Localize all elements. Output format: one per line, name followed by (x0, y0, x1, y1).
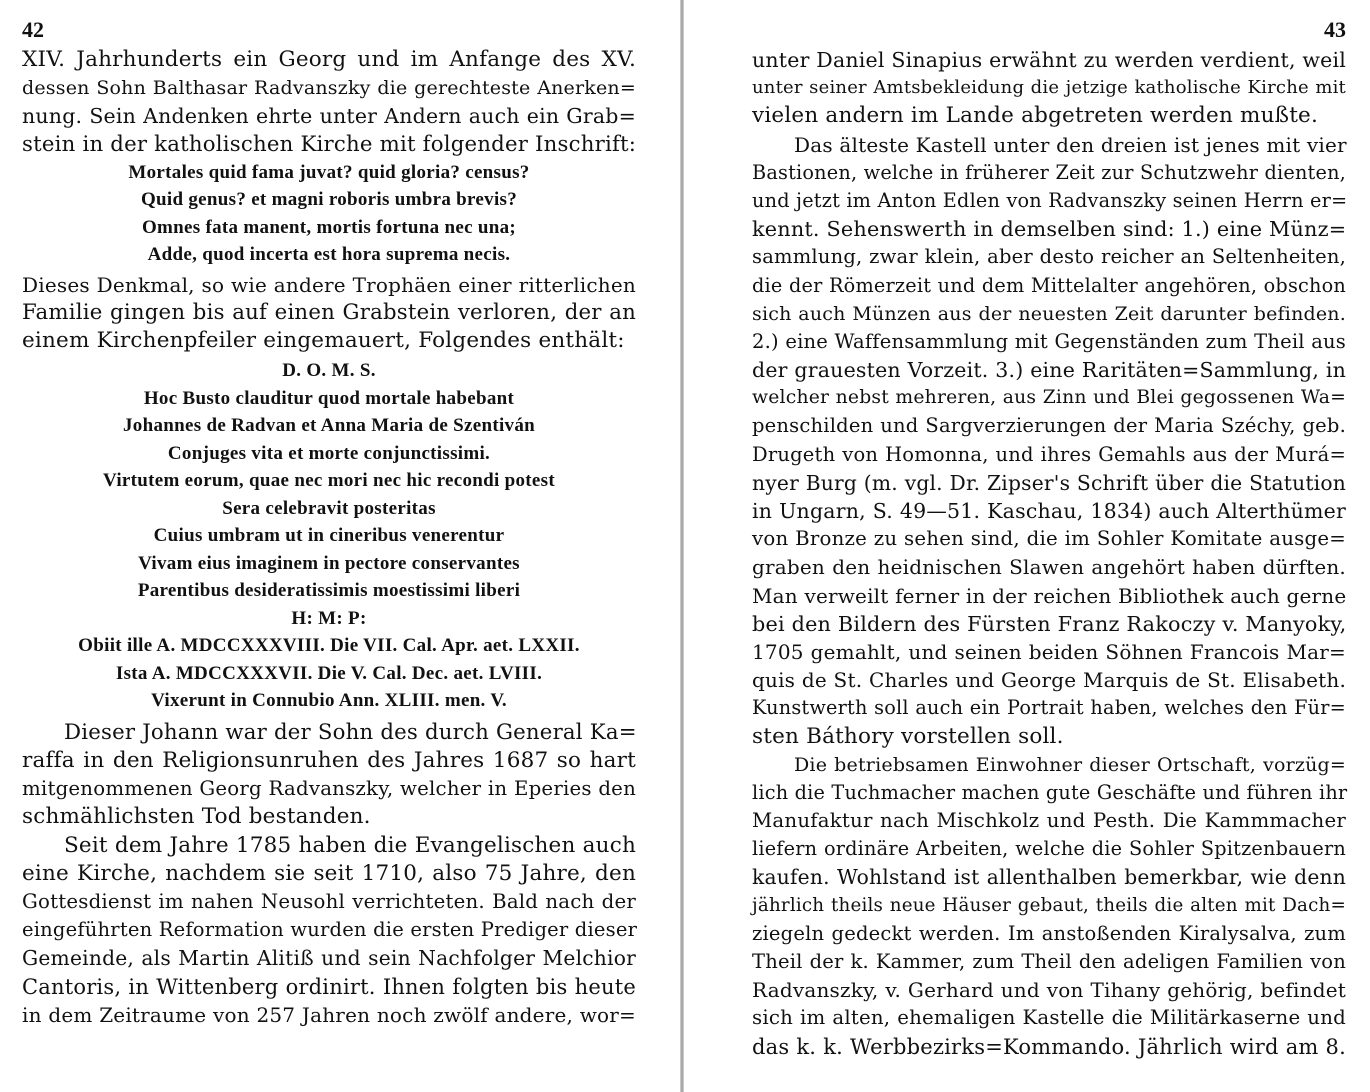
verse-line: Quid genus? et magni roboris umbra brevis? (140, 189, 518, 211)
paragraph (22, 719, 636, 832)
text-line: einem Kirchenpfeiler eingemauert, Folgendes enthält: (22, 328, 625, 354)
epitaph-line: Parentibus desideratissimis moestissimi liberi (137, 580, 521, 602)
text-line: das k. k. Werbbezirks=Kommando. Jährlich wird am 8. (752, 1034, 1346, 1059)
text-line: unter Daniel Sinapius erwähnt zu werden verdient, weil (752, 48, 1346, 72)
text-line: XIV. Jahrhunderts ein Georg und im Anfange des XV. (22, 47, 636, 72)
paragraph (22, 46, 636, 159)
epitaph-line: Sera celebravit posteritas (222, 497, 436, 519)
epitaph-line: Ista A. MDCCXXXVII. Die V. Cal. Dec. aet. LVIII. (115, 662, 543, 684)
text-line: Kunstwerth soll auch ein Portrait haben, welches den Für= (752, 696, 1346, 720)
epitaph-line: Cuius umbram ut in cineribus venerentur (153, 525, 505, 547)
text-line: quis de St. Charles und George Marquis de St. Elisabeth. (752, 668, 1346, 693)
text-line: Gottesdienst im nahen Neusohl verrichteten. Bald nach der (22, 889, 636, 913)
text-line: welcher nebst mehreren, aus Zinn und Blei gegossenen Wa= (752, 387, 1346, 409)
text-line: kennt. Sehenswerth in demselben sind: 1.) eine Münz= (752, 217, 1347, 242)
text-line: 2.) eine Waffensammlung mit Gegenständen zum Theil aus (752, 329, 1346, 353)
text-line: Dieser Johann war der Sohn des durch General Ka= (64, 719, 637, 745)
epitaph-line: D. O. M. S. (282, 360, 376, 382)
paragraph (22, 271, 636, 356)
epitaph-line: Vixerunt in Connubio Ann. XLIII. men. V. (151, 690, 507, 712)
text-line: sich auch Münzen aus der neuesten Zeit darunter befinden. (752, 302, 1346, 325)
epitaph-line: Johannes de Radvan et Anna Maria de Szentiván (122, 415, 536, 437)
text-line: lich die Tuchmacher machen gute Geschäfte und führen ihr (752, 780, 1348, 804)
text-line: Familie gingen bis auf einen Grabstein verloren, der an (22, 299, 636, 325)
text-line: stein in der katholischen Kirche mit folgender Inschrift: (22, 131, 637, 157)
text-line: Dieses Denkmal, so wie andere Trophäen einer ritterlichen (22, 272, 636, 297)
text-line: eine Kirche, nachdem sie seit 1710, also 75 Jahre, den (22, 860, 636, 886)
text-line: von Bronze zu sehen sind, die im Sohler Komitate ausge= (752, 527, 1346, 551)
text-line: mitgenommenen Georg Radvanszky, welcher in Eperies den (22, 777, 636, 801)
text-line: Drugeth von Homonna, und ihres Gemahls aus der Murá= (752, 442, 1346, 466)
text-line: penschilden und Sargverzierungen der Maria Széchy, geb. (752, 414, 1346, 438)
right-page (682, 0, 1370, 1092)
page-number-right: 43 (1324, 17, 1346, 42)
text-line: Cantoris, in Wittenberg ordinirt. Ihnen folgten bis heute (22, 974, 636, 999)
page-number-left: 42 (22, 17, 44, 42)
text-line: Bastionen, welche in früherer Zeit zur Schutzwehr dienten, (752, 160, 1346, 184)
latin-verse (22, 159, 636, 269)
verse-line: Adde, quod incerta est hora suprema necis. (147, 244, 511, 266)
text-line: Seit dem Jahre 1785 haben die Evangelischen auch (64, 832, 636, 858)
verse-line: Omnes fata manent, mortis fortuna nec una; (141, 216, 517, 238)
text-line: raffa in den Religionsunruhen des Jahres 1687 so hart (22, 748, 636, 773)
text-line: eingeführten Reformation wurden die ersten Prediger dieser (22, 918, 638, 942)
text-line: der grauesten Vorzeit. 3.) eine Raritäten=Sammlung, in (752, 358, 1346, 383)
text-line: sammlung, zwar klein, aber desto reicher an Seltenheiten, (752, 245, 1346, 269)
text-line: und jetzt im Anton Edlen von Radvanszky seinen Herrn er= (752, 188, 1348, 212)
left-page (0, 0, 682, 1092)
text-line: Die betriebsamen Einwohner dieser Ortschaft, vorzüg= (794, 753, 1346, 776)
text-line: nyer Burg (m. vgl. Dr. Zipser's Schrift über die Statution (752, 470, 1346, 495)
text-line: Manufaktur nach Mischkolz und Pesth. Die Kammmacher (752, 809, 1346, 833)
epitaph-line: H: M: P: (291, 607, 367, 629)
text-line: Radvanszky, v. Gerhard und von Tihany gehörig, befindet (752, 978, 1346, 1003)
text-line: sten Báthory vorstellen soll. (752, 723, 1064, 749)
text-line: 1705 gemahlt, und seinen beiden Söhnen Francois Mar= (752, 639, 1346, 664)
text-line: Das älteste Kastell unter den dreien ist jenes mit vier (794, 132, 1347, 157)
paragraph (752, 46, 1346, 131)
text-line: in Ungarn, S. 49—51. Kaschau, 1834) auch Alterthümer (752, 499, 1346, 523)
text-line: vielen andern im Lande abgetreten werden mußte. (752, 103, 1319, 129)
verse-line: Mortales quid fama juvat? quid gloria? census? (128, 161, 530, 183)
text-line: sich im alten, ehemaligen Kastelle die Militärkaserne und (752, 1006, 1346, 1030)
text-line: Gemeinde, als Martin Alitiß und sein Nachfolger Melchior (22, 946, 636, 971)
paragraph (752, 751, 1346, 1061)
text-line: bei den Bildern des Fürsten Franz Rakoczy v. Manyoky, (752, 611, 1347, 636)
epitaph-line: Conjuges vita et morte conjunctissimi. (167, 442, 491, 464)
epitaph-line: Hoc Busto clauditur quod mortale habebant (143, 387, 515, 409)
epitaph-line: Virtutem eorum, quae nec mori nec hic recondi potest (103, 470, 555, 492)
text-line: in dem Zeitraume von 257 Jahren noch zwölf andere, wor= (22, 1002, 636, 1027)
text-line: liefern ordinäre Arbeiten, welche die Sohler Spitzenbauern (752, 837, 1346, 861)
text-line: kaufen. Wohlstand ist allenthalben bemerkbar, wie denn (752, 865, 1346, 890)
text-line: unter seiner Amtsbekleidung die jetzige katholische Kirche mit (752, 77, 1346, 99)
text-line: ziegeln gedeckt werden. Im anstoßenden Kiralysalva, zum (752, 921, 1346, 945)
text-line: jährlich theils neue Häuser gebaut, theils die alten mit Dach= (752, 894, 1346, 916)
text-line: schmählichsten Tod bestanden. (22, 804, 371, 830)
text-line: graben den heidnischen Slawen angehört haben dürften. (752, 555, 1346, 580)
epitaph-line: Obiit ille A. MDCCXXXVIII. Die VII. Cal. Apr. aet. LXXII. (78, 635, 580, 657)
text-line: Theil der k. Kammer, zum Theil den adeligen Familien von (752, 950, 1346, 973)
paragraph (752, 131, 1346, 751)
epitaph-line: Vivam eius imaginem in pectore conservantes (138, 552, 520, 574)
paragraph (22, 832, 636, 1029)
text-line: Man verweilt ferner in der reichen Bibliothek auch gerne (752, 583, 1347, 608)
text-line: nung. Sein Andenken ehrte unter Andern auch ein Grab= (22, 104, 636, 129)
text-line: dessen Sohn Balthasar Radvanszky die gerechteste Anerken= (22, 77, 636, 100)
text-line: die der Römerzeit und dem Mittelalter angehören, obschon (752, 273, 1346, 297)
latin-epitaph (22, 357, 636, 715)
